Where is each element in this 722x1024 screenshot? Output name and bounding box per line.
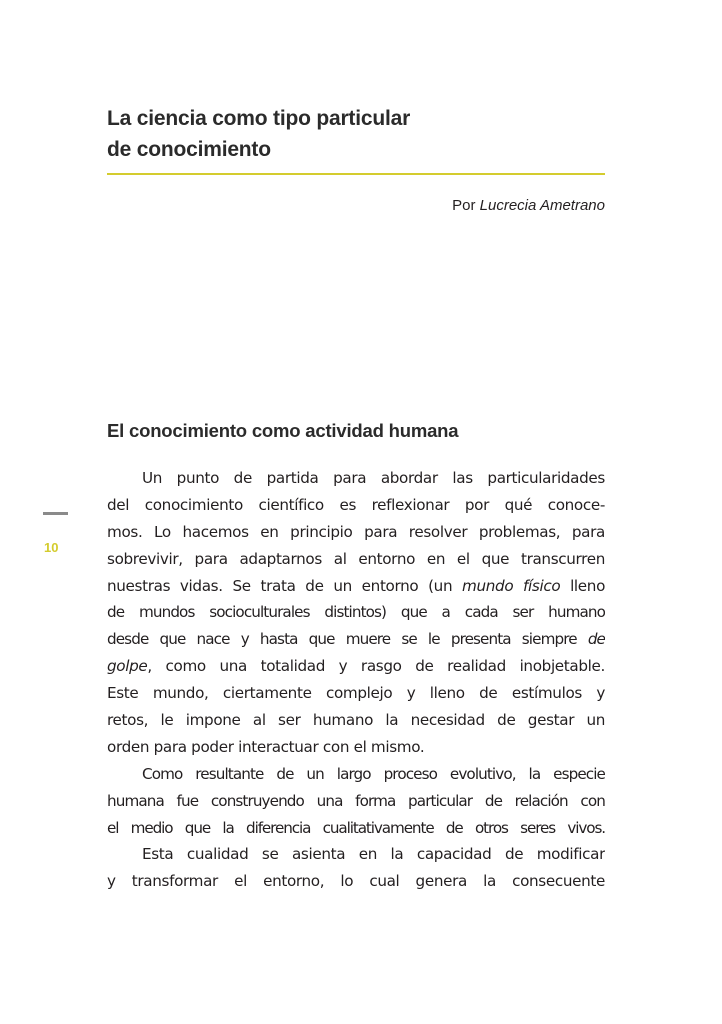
body-line: nuestras vidas. Se trata de un entorno (un mundo físico lleno <box>107 576 605 595</box>
emphasis: mundo físico <box>462 576 561 595</box>
title-divider <box>107 173 605 175</box>
body-line: el medio que la diferencia cualitativamente de otros seres vivos. <box>107 818 605 837</box>
page-number: 10 <box>44 540 59 555</box>
body-text <box>107 465 605 895</box>
body-line: desde que nace y hasta que muere se le presenta siempre de <box>107 630 605 649</box>
body-line: golpe, como una totalidad y rasgo de realidad inobjetable. <box>107 657 605 676</box>
body-line: retos, le impone al ser humano la necesidad de gestar un <box>107 711 605 730</box>
body-line: Esta cualidad se asienta en la capacidad de modificar <box>142 845 605 864</box>
body-line: orden para poder interactuar con el mismo. <box>107 737 425 756</box>
body-line: de mundos socioculturales distintos) que a cada ser humano <box>107 603 605 622</box>
emphasis: golpe <box>107 657 148 676</box>
body-line: humana fue construyendo una forma particular de relación con <box>107 791 605 810</box>
section-heading: El conocimiento como actividad humana <box>107 420 459 441</box>
author-name: Lucrecia Ametrano <box>479 197 605 214</box>
body-line: del conocimiento científico es reflexionar por qué conoce- <box>107 495 605 514</box>
chapter-title-line-1: La ciencia como tipo particular <box>107 107 411 130</box>
page-marker <box>43 512 68 515</box>
body-line: Este mundo, ciertamente complejo y lleno de estímulos y <box>107 684 605 703</box>
body-line: Un punto de partida para abordar las particularidades <box>142 469 605 487</box>
body-line: y transformar el entorno, lo cual genera la consecuente <box>107 872 605 891</box>
byline <box>452 197 605 214</box>
emphasis: de <box>587 630 605 649</box>
body-line: sobrevivir, para adaptarnos al entorno en el que transcurren <box>107 549 605 568</box>
byline-prefix: Por <box>452 197 476 214</box>
body-line: mos. Lo hacemos en principio para resolver problemas, para <box>107 522 605 541</box>
chapter-title-line-2: de conocimiento <box>107 138 271 161</box>
body-line: Como resultante de un largo proceso evolutivo, la especie <box>142 764 605 783</box>
chapter-title <box>107 103 607 165</box>
